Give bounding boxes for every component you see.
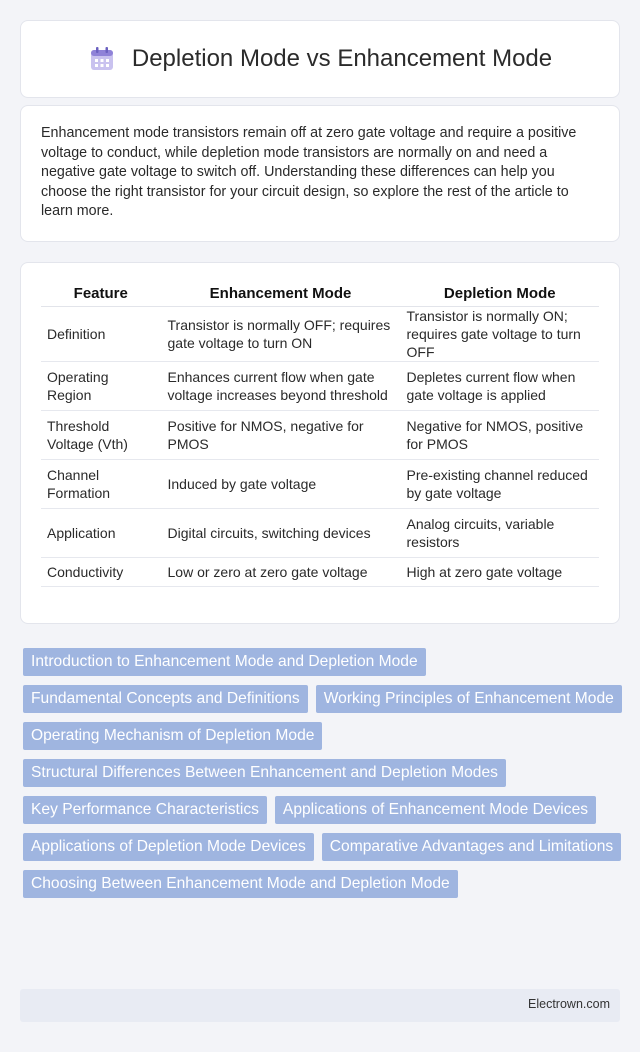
table-cell: Low or zero at zero gate voltage: [161, 557, 400, 586]
topic-link-introduction[interactable]: Introduction to Enhancement Mode and Depletion Mode: [23, 648, 426, 676]
table-row: [41, 557, 599, 586]
comparison-table: [41, 281, 599, 587]
column-header-enhancement: Enhancement Mode: [161, 281, 400, 306]
table-cell: Enhances current flow when gate voltage increases beyond threshold: [161, 361, 400, 410]
table-row: [41, 410, 599, 459]
table-row: [41, 508, 599, 557]
intro-text: Enhancement mode transistors remain off at zero gate voltage and require a positive voltage to conduct, while depletion mode transistors are normally on and need a negative gate voltage to switch off. Understanding these differences can help you choose the right transistor for your circuit design, so explore the rest of the article to learn more.: [41, 125, 577, 220]
table-cell: Operating Region: [41, 361, 161, 410]
table-cell: Threshold Voltage (Vth): [41, 410, 161, 459]
table-header-row: [41, 281, 599, 306]
calendar-icon: [88, 45, 116, 73]
topic-link-structural-differences[interactable]: Structural Differences Between Enhancement and Depletion Modes: [23, 759, 506, 787]
footer-site-name[interactable]: Electrown.com: [528, 997, 610, 1011]
table-row: [41, 306, 599, 361]
intro-card: [20, 105, 620, 242]
topic-link-fundamentals[interactable]: Fundamental Concepts and Definitions: [23, 685, 308, 713]
table-cell: Pre-existing channel reduced by gate voltage: [400, 459, 599, 508]
topic-link-depletion-mechanism[interactable]: Operating Mechanism of Depletion Mode: [23, 722, 322, 750]
topic-link-enhancement-applications[interactable]: Applications of Enhancement Mode Devices: [275, 796, 596, 824]
table-cell: Application: [41, 508, 161, 557]
table-cell: Channel Formation: [41, 459, 161, 508]
table-cell: Negative for NMOS, positive for PMOS: [400, 410, 599, 459]
footer: [20, 989, 620, 1022]
topic-link-advantages[interactable]: Comparative Advantages and Limitations: [322, 833, 621, 861]
table-row: [41, 361, 599, 410]
table-cell: Digital circuits, switching devices: [161, 508, 400, 557]
table-cell: Conductivity: [41, 557, 161, 586]
table-cell: Transistor is normally OFF; requires gate voltage to turn ON: [161, 306, 400, 361]
comparison-table-card: [20, 262, 620, 624]
table-cell: High at zero gate voltage: [400, 557, 599, 586]
topic-link-performance[interactable]: Key Performance Characteristics: [23, 796, 267, 824]
topic-link-enhancement-principles[interactable]: Working Principles of Enhancement Mode: [316, 685, 622, 713]
title-card: [20, 20, 620, 98]
table-cell: Induced by gate voltage: [161, 459, 400, 508]
table-cell: Transistor is normally ON; requires gate voltage to turn OFF: [400, 306, 599, 361]
page-title: Depletion Mode vs Enhancement Mode: [131, 45, 553, 72]
table-cell: Positive for NMOS, negative for PMOS: [161, 410, 400, 459]
table-cell: Depletes current flow when gate voltage is applied: [400, 361, 599, 410]
topic-links: [23, 648, 623, 898]
table-cell: Analog circuits, variable resistors: [400, 508, 599, 557]
topic-link-choosing[interactable]: Choosing Between Enhancement Mode and Depletion Mode: [23, 870, 458, 898]
column-header-depletion: Depletion Mode: [400, 281, 599, 306]
topic-link-depletion-applications[interactable]: Applications of Depletion Mode Devices: [23, 833, 314, 861]
table-cell: Definition: [41, 306, 161, 361]
table-row: [41, 459, 599, 508]
column-header-feature: Feature: [41, 281, 161, 306]
